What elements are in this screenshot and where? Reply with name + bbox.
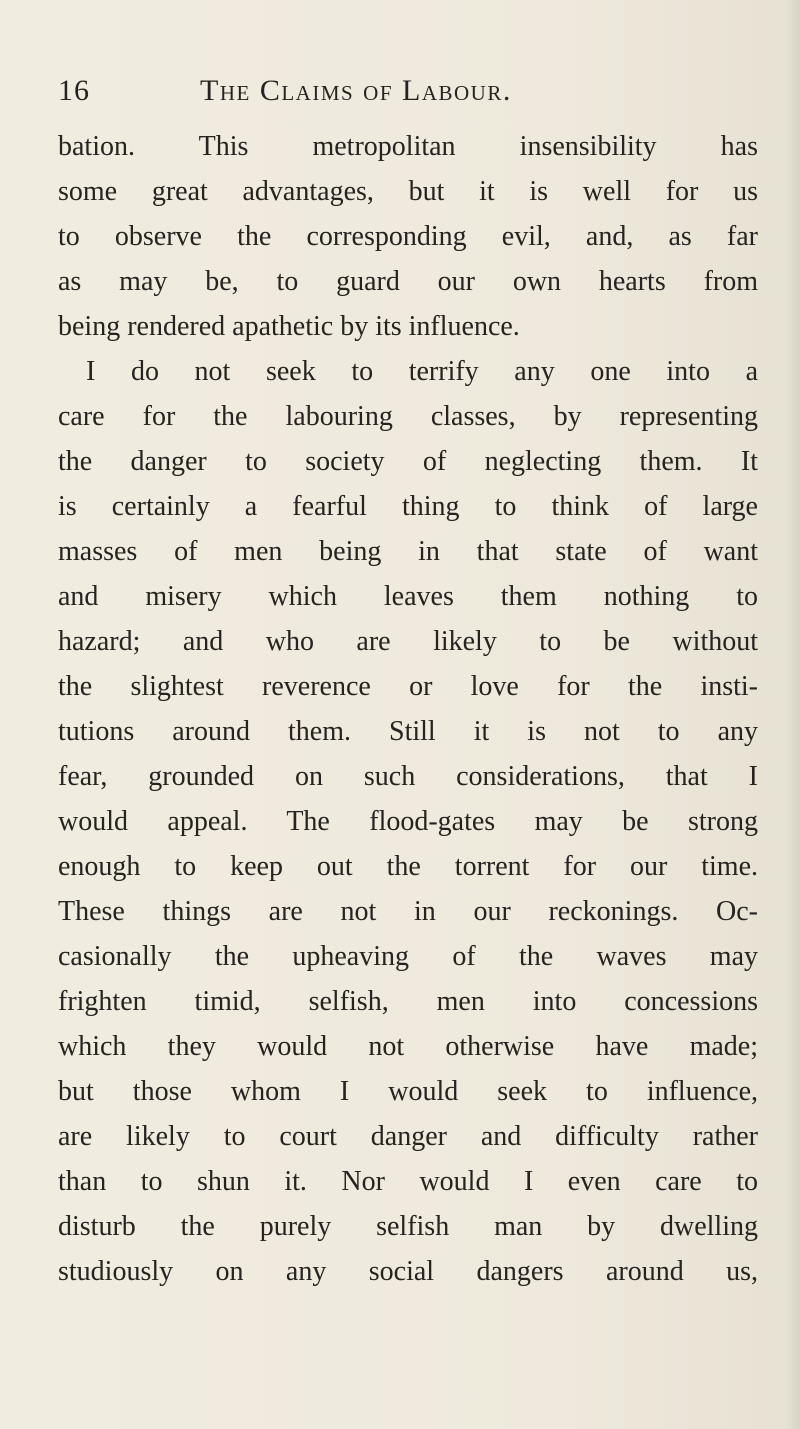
text-line: fear, grounded on such considerations, that I [58, 761, 758, 792]
text-line: bation. This metropolitan insensibility has [58, 131, 758, 162]
running-title: The Claims of Labour. [200, 74, 512, 107]
text-line: enough to keep out the torrent for our time. [58, 851, 758, 882]
text-line: being rendered apathetic by its influence. [58, 311, 520, 342]
text-line: are likely to court danger and difficulty rather [58, 1121, 758, 1152]
text-line: studiously on any social dangers around us, [58, 1256, 758, 1287]
text-line: than to shun it. Nor would I even care to [58, 1166, 758, 1197]
text-line: as may be, to guard our own hearts from [58, 266, 758, 297]
text-line: the danger to society of neglecting them. It [58, 446, 758, 477]
text-line: These things are not in our reckonings. Oc- [58, 896, 758, 927]
page-edge-shadow [786, 0, 800, 1429]
text-line: the slightest reverence or love for the insti- [58, 671, 758, 702]
text-line: which they would not otherwise have made; [58, 1031, 758, 1062]
text-line: I do not seek to terrify any one into a [86, 356, 758, 387]
text-line: care for the labouring classes, by representing [58, 401, 758, 432]
page-header [58, 76, 758, 120]
text-line: is certainly a fearful thing to think of large [58, 491, 758, 522]
text-line: masses of men being in that state of want [58, 536, 758, 567]
text-line: would appeal. The flood-gates may be strong [58, 806, 758, 837]
text-line: and misery which leaves them nothing to [58, 581, 758, 612]
text-line: frighten timid, selfish, men into concessions [58, 986, 758, 1017]
text-line: to observe the corresponding evil, and, as far [58, 221, 758, 252]
body-text [58, 124, 758, 1294]
text-line: casionally the upheaving of the waves may [58, 941, 758, 972]
text-line: tutions around them. Still it is not to any [58, 716, 758, 747]
text-line: disturb the purely selfish man by dwelling [58, 1211, 758, 1242]
text-line: some great advantages, but it is well for us [58, 176, 758, 207]
text-line: but those whom I would seek to influence, [58, 1076, 758, 1107]
text-line: hazard; and who are likely to be without [58, 626, 758, 657]
page-number: 16 [58, 74, 90, 107]
